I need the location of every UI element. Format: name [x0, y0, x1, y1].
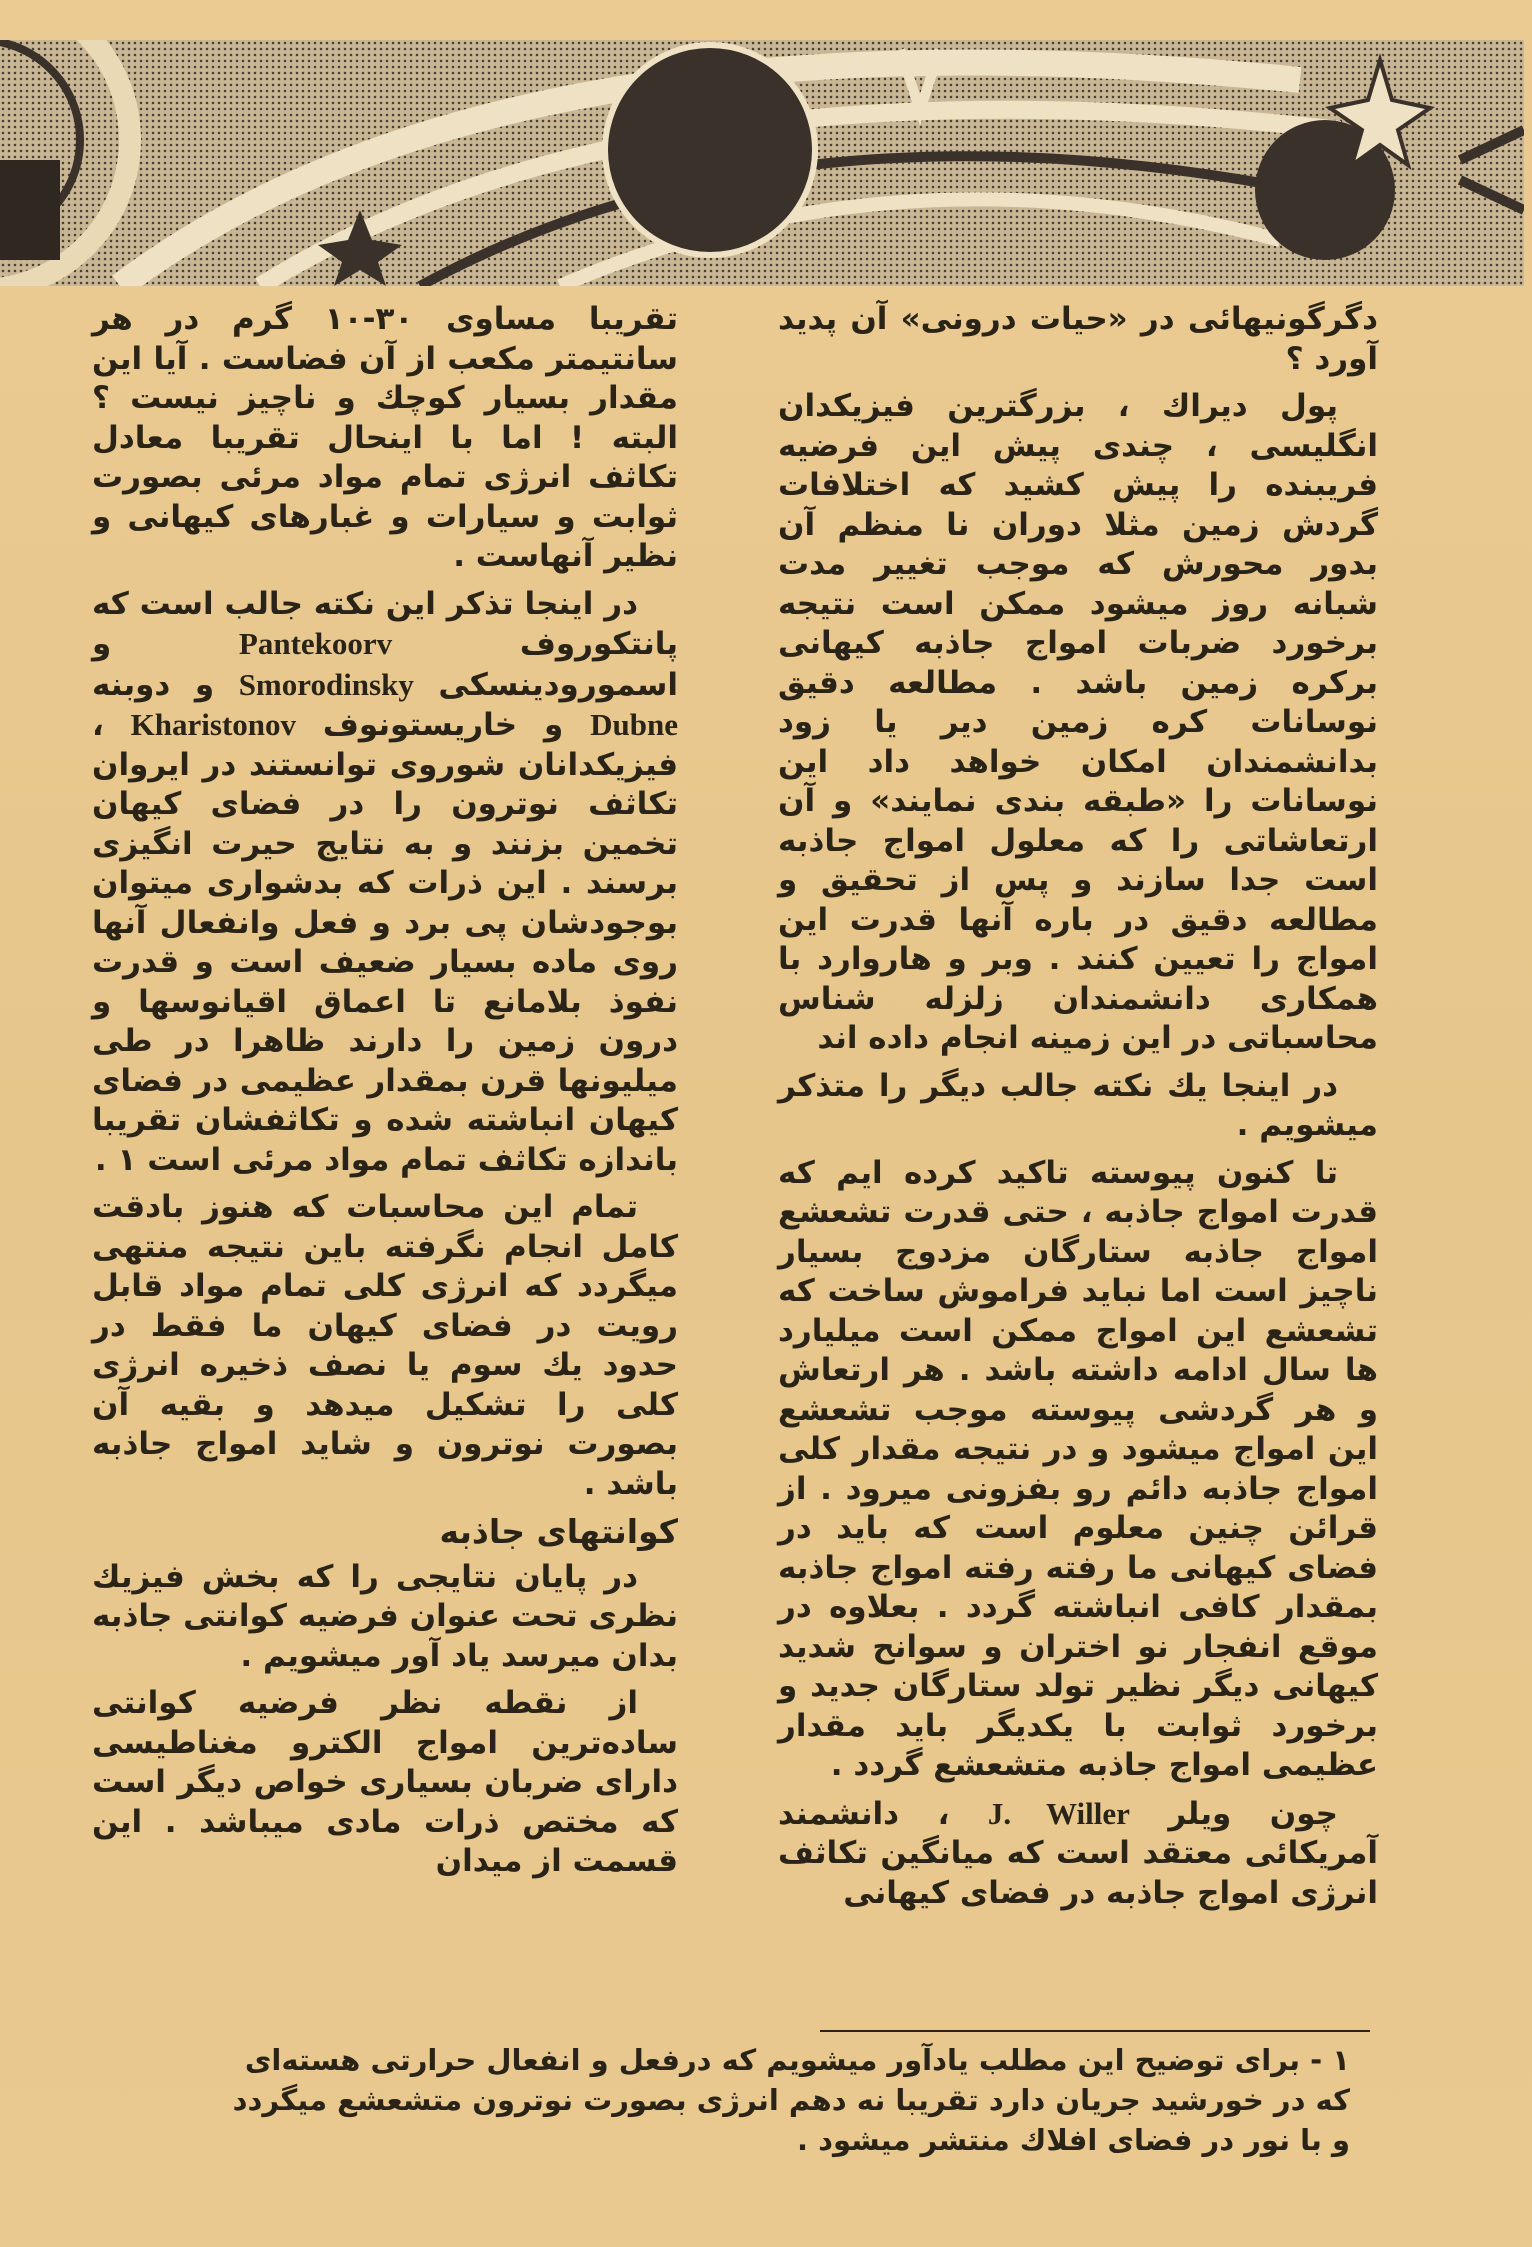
text-segment: ، دانشمند آمریکائی معتقد است که میانگین تکاثف انرژی امواج جاذبه در فضای کیهانی	[778, 1795, 1378, 1911]
scientist-name: اسمورودینسکی	[438, 666, 679, 703]
footnote	[110, 2040, 1370, 2160]
text-segment: در اینجا تذکر این نکته جالب است که	[92, 585, 638, 622]
paragraph	[92, 585, 678, 1181]
paragraph: تمام این محاسبات که هنوز بادقت کامل انجام نگرفته باین نتیجه منتهی میگردد که انرژی کلی تمام مواد قابل رویت در فضای کیهان ما فقط در حدود یك سوم یا نصف ذخیره انرژی کلی را تشکیل میدهد و بقیه آن بصورت نوترون و شاید امواج جاذبه باشد .	[92, 1189, 678, 1502]
paragraph: تا کنون پیوسته تاکید کرده ایم که قدرت امواج جاذبه ، حتی قدرت تشعشع امواج جاذبه ستارگان مزدوج بسیار ناچیز است اما نباید فراموش ساخت که تشعشع این امواج ممکن است میلیارد ها سال ادامه داشته باشد . هر ارتعاش و هر گردشی پیوسته موجب تشعشع این امواج میشود و در نتیجه مقدار کلی امواج جاذبه دائم رو بفزونی میرود . از قرائن چنین معلوم است که باید در فضای کیهانی ما رفته رفته امواج جاذبه بمقدار کافی انباشته گردد . بعلاوه در موقع انفجار نو اختران و سوانح شدید کیهانی دیگر نظیر تولد ستارگان جدید و برخورد ثوابت با یکدیگر باید مقدار عظیمی امواج جاذبه متشعشع گردد .	[778, 1154, 1378, 1783]
scientist-name: پانتکوروف	[519, 626, 678, 662]
paragraph: در پایان نتایجی را که بخش فیزیك نظری تحت عنوان فرضیه کوانتی جاذبه بدان میرسد یاد آور میشویم .	[92, 1558, 678, 1674]
paragraph: از نقطه نظر فرضیه کوانتی ساده‌ترین امواج الکترو مغناطیسی دارای ضربان بسیاری خواص دیگر است که مختص ذرات مادی میباشد . این قسمت از میدان	[92, 1685, 678, 1879]
paragraph: دگرگونیهائی در «حیات درونی» آن پدید آورد ؟	[778, 301, 1378, 377]
conjunction: و	[543, 707, 564, 743]
latin-name: Pantekoorv	[238, 626, 393, 661]
footnote-line: که در خورشید جریان دارد تقریبا نه دهم انرژی بصورت نوترون متشعشع میگردد	[232, 2083, 1350, 2117]
scientist-name: دوبنه	[92, 666, 171, 703]
cosmic-illustration-banner	[0, 40, 1524, 286]
latin-name: Smorodinsky	[238, 666, 414, 702]
paragraph	[778, 1794, 1378, 1914]
section-heading: کوانتهای جاذبه	[439, 1512, 678, 1551]
text-segment: ، فیزیکدانان شوروی توانستند در ایروان تکاثف نوترون را در فضای کیهان تخمین بزنند و به نتایج حیرت انگیزی برسند . این ذرات که بدشواری میتوان بوجودشان پی برد و فعل وانفعال آنها روی ماده بسیار ضعیف است و قدرت نفوذ بلامانع تا اعماق اقیانوسها و درون زمین را دارند ظاهرا در طی میلیونها قرن بمقدار عظیمی در فضای کیهان انباشته شده و تکاثفشان تقریبا باندازه تکاثف تمام مواد مرئی است ۱ .	[92, 707, 678, 1178]
latin-name: Dubne	[590, 707, 678, 742]
rays-2	[1460, 130, 1524, 210]
latin-name: J. Willer	[987, 1795, 1130, 1831]
paragraph: پول دیراك ، بزرگترین فیزیکدان انگلیسی ، چندی پیش این فرضیه فریبنده را پیش کشید که اختلافات گردش زمین مثلا دوران نا منظم آن بدور محورش که موجب تغییر مدت شبانه روز میشود ممکن است نتیجه برخورد ضربات امواج جاذبه کیهانی برکره زمین باشد . مطالعه دقیق نوسانات کره زمین دیر یا زود بدانشمندان امکان خواهد داد این نوسانات را «طبقه بندی نمایند» و آن ارتعاشاتی را که معلول امواج جاذبه است جدا سازند و پس از تحقیق و مطالعه دقیق در باره آنها قدرت این امواج را تعیین کنند . وبر و هاروارد با همکاری دانشمندان زلزله شناس محاسباتی در این زمینه انجام داده اند	[778, 388, 1378, 1056]
conjunction: و	[194, 666, 215, 703]
left-dark-block	[0, 160, 60, 260]
planets-arcs-illustration	[0, 40, 1524, 286]
scientist-name: خاریستونوف	[322, 707, 518, 743]
footnote-divider	[820, 2030, 1370, 2032]
paragraph: تقریبا مساوی ۳۰-۱۰ گرم در هر سانتیمتر مکعب از آن فضاست . آیا این مقدار بسیار کوچك و ناچیز نیست ؟ البته ! اما با اینحال تقریبا معادل تکاثف انرژی تمام مواد مرئی بصورت ثوابت و سیارات و غبارهای کیهانی و نظیر آنهاست .	[92, 301, 678, 574]
latin-name: Kharistonov	[130, 707, 297, 742]
footnote-line: ۱ - برای توضیح این مطلب یادآور میشویم که درفعل و انفعال حرارتی هسته‌ای	[244, 2043, 1350, 2077]
paragraph: در اینجا یك نکته جالب دیگر را متذکر میشویم .	[778, 1067, 1378, 1143]
footnote-line: و با نور در فضای افلاك منتشر میشود .	[796, 2123, 1350, 2157]
text-segment: چون ویلر	[1168, 1795, 1338, 1832]
left-text-column	[92, 300, 678, 1890]
conjunction: و	[92, 626, 112, 662]
right-text-column	[778, 300, 1378, 1921]
